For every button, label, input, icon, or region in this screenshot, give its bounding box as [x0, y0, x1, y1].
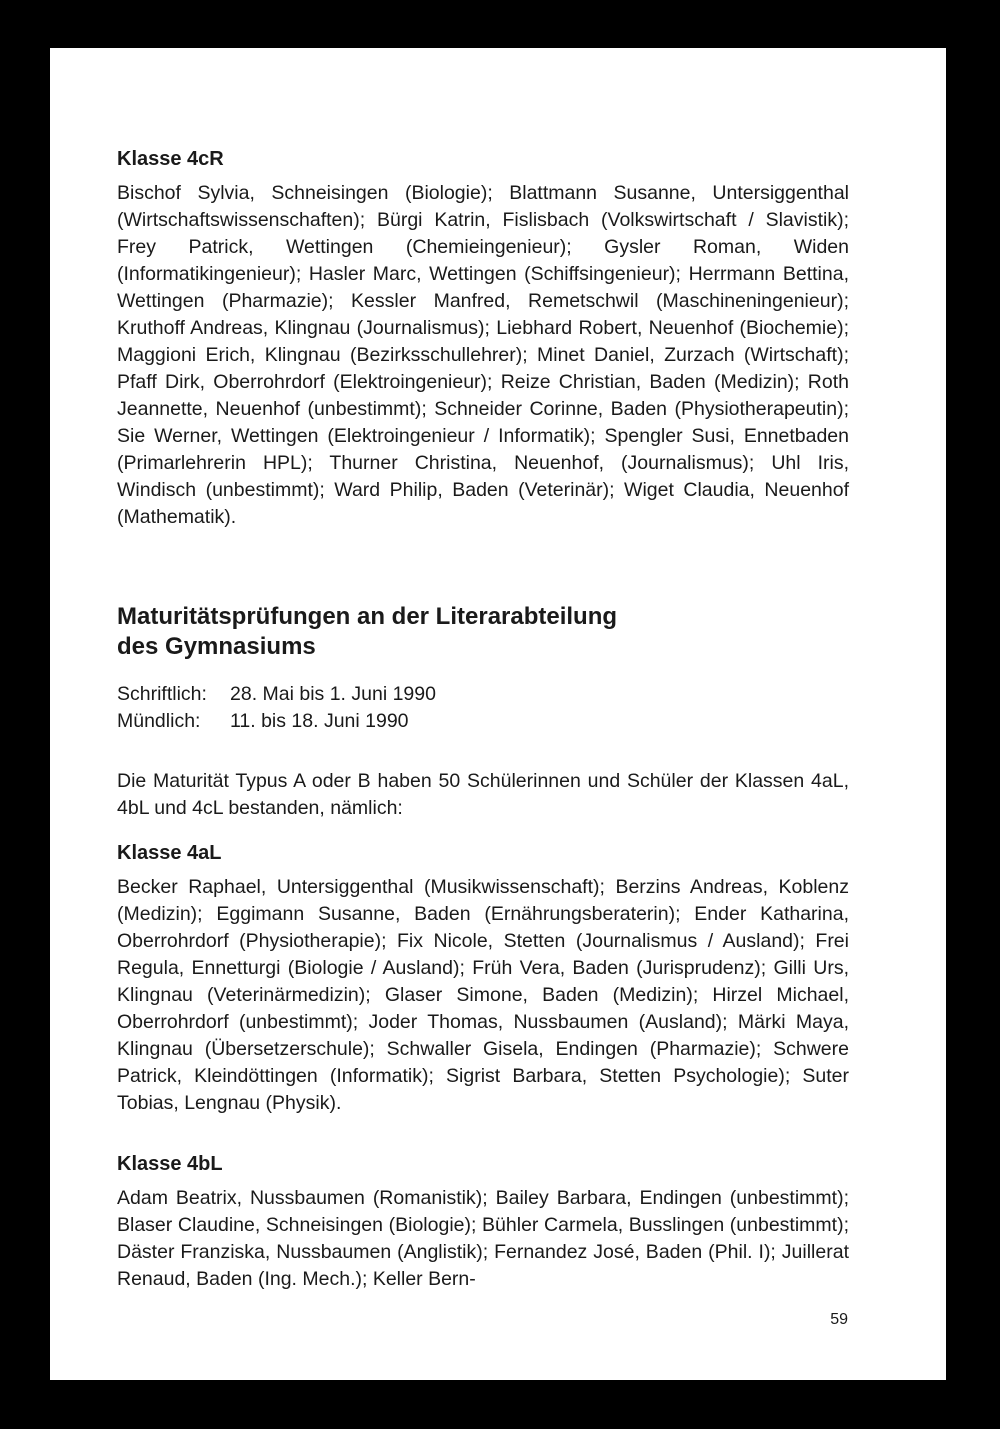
section-title-line-2: des Gymnasiums [117, 633, 316, 660]
written-exam-label: Schriftlich: [117, 683, 207, 705]
oral-exam-value: 11. bis 18. Juni 1990 [230, 710, 409, 732]
paragraph-klasse-4al: Becker Raphael, Untersiggenthal (Musikwissenschaft); Berzins Andreas, Koblenz (Medizin); Eggimann Susanne, Baden (Ernährungsberaterin); Ender Katharina, Oberrohrdorf (Physiotherapie); Fix Nicole, Stetten (Journalismus / Ausland); Frei Regula, Ennetturgi (Biologie / Ausland); Früh Vera, Baden (Jurisprudenz); Gilli Urs, Klingnau (Veterinärmedizin); Glaser Simone, Baden (Medizin); Hirzel Michael, Oberrohrdorf (unbestimmt); Joder Thomas, Nussbaumen (Ausland); Märki Maya, Klingnau (Übersetzerschule); Schwaller Gisela, Endingen (Pharmazie); Schwere Patrick, Kleindöttingen (Informatik); Sigrist Barbara, Stetten Psychologie); Suter Tobias, Lengnau (Physik). [117, 876, 849, 1114]
written-exam-row [117, 681, 849, 708]
heading-klasse-4cr: Klasse 4cR [117, 148, 224, 170]
paragraph-klasse-4bl: Adam Beatrix, Nussbaumen (Romanistik); Bailey Barbara, Endingen (unbestimmt); Blaser Claudine, Schneisingen (Biologie); Bühler Carmela, Busslingen (unbestimmt); Däster Franziska, Nussbaumen (Anglistik); Fernandez José, Baden (Phil. I); Juillerat Renaud, Baden (Ing. Mech.); Keller Bern- [117, 1187, 849, 1290]
paragraph-klasse-4cr: Bischof Sylvia, Schneisingen (Biologie); Blattmann Susanne, Untersiggenthal (Wirtschaftswissenschaften); Bürgi Katrin, Fislisbach (Volkswirtschaft / Slavistik); Frey Patrick, Wettingen (Chemieingenieur); Gysler Roman, Widen (Informatikingenieur); Hasler Marc, Wettingen (Schiffsingenieur); Herrmann Bettina, Wettingen (Pharmazie); Kessler Manfred, Remetschwil (Maschineningenieur); Kruthoff Andreas, Klingnau (Journalismus); Liebhard Robert, Neuenhof (Biochemie); Maggioni Erich, Klingnau (Bezirksschullehrer); Minet Daniel, Zurzach (Wirtschaft); Pfaff Dirk, Oberrohrdorf (Elektroingenieur); Reize Christian, Baden (Medizin); Roth Jeannette, Neuenhof (unbestimmt); Schneider Corinne, Baden (Physiotherapeutin); Sie Werner, Wettingen (Elektroingenieur / Informatik); Spengler Susi, Ennetbaden (Primarlehrerin HPL); Thurner Christina, Neuenhof, (Journalismus); Uhl Iris, Windisch (unbestimmt); Ward Philip, Baden (Veterinär); Wiget Claudia, Neuenhof (Mathematik). [117, 182, 849, 528]
heading-klasse-4al: Klasse 4aL [117, 842, 222, 864]
intro-paragraph: Die Maturität Typus A oder B haben 50 Schülerinnen und Schüler der Klassen 4aL, 4bL und 4cL bestanden, nämlich: [117, 770, 849, 819]
document-page [50, 48, 946, 1380]
page-content [117, 146, 849, 1293]
heading-klasse-4bl: Klasse 4bL [117, 1153, 223, 1175]
exam-dates [117, 681, 849, 735]
section-title [117, 602, 849, 662]
section-title-line-1: Maturitätsprüfungen an der Literarabteilung [117, 603, 618, 630]
page-number: 59 [830, 1311, 848, 1328]
oral-exam-row [117, 708, 849, 735]
written-exam-value: 28. Mai bis 1. Juni 1990 [230, 683, 436, 705]
oral-exam-label: Mündlich: [117, 710, 201, 732]
